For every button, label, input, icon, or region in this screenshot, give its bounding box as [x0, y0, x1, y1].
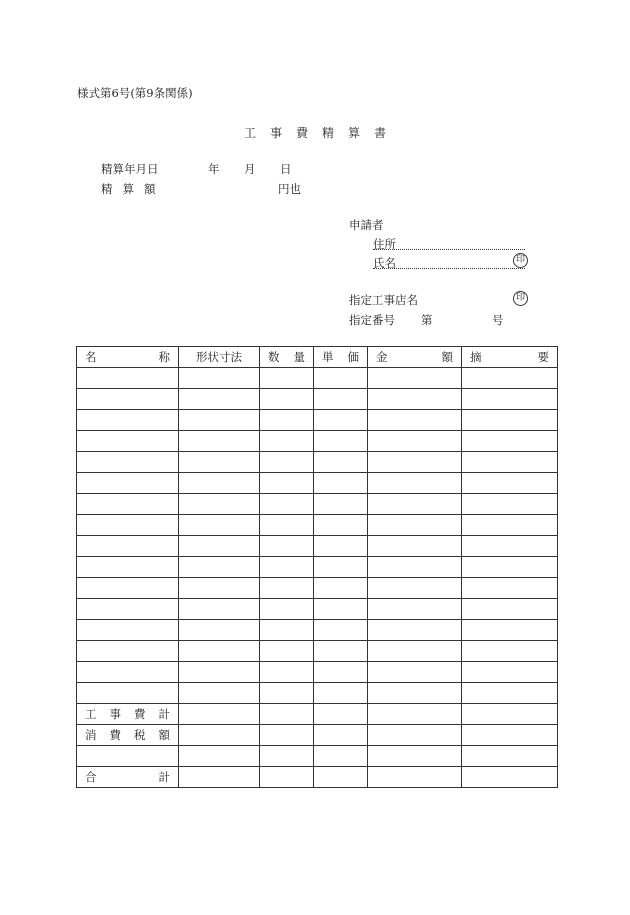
header-shape-size: 形状寸法: [179, 347, 260, 368]
table-cell[interactable]: [260, 746, 314, 767]
table-footer-row: [77, 725, 558, 746]
month-label: 月: [244, 162, 256, 176]
table-cell[interactable]: [77, 620, 179, 641]
table-row: [77, 557, 558, 578]
amount-unit: 円也: [278, 182, 301, 196]
table-cell[interactable]: [260, 683, 314, 704]
table-row: [77, 515, 558, 536]
table-cell[interactable]: [260, 431, 314, 452]
table-cell[interactable]: [77, 431, 179, 452]
table-cell[interactable]: [77, 410, 179, 431]
table-cell[interactable]: [462, 767, 558, 788]
table-cell[interactable]: [314, 683, 368, 704]
table-cell[interactable]: [179, 557, 260, 578]
table-cell[interactable]: [179, 431, 260, 452]
table-cell[interactable]: [260, 662, 314, 683]
table-cell[interactable]: [260, 704, 314, 725]
table-cell[interactable]: [368, 452, 462, 473]
table-cell[interactable]: [368, 620, 462, 641]
table-cell[interactable]: [179, 641, 260, 662]
settlement-amount-label: 精算額: [101, 182, 166, 196]
table-cell[interactable]: [77, 473, 179, 494]
table-row: [77, 368, 558, 389]
settlement-date-label: 精算年月日: [101, 162, 159, 176]
table-cell[interactable]: [314, 389, 368, 410]
table-cell[interactable]: [462, 746, 558, 767]
table-cell[interactable]: [179, 389, 260, 410]
table-cell[interactable]: [179, 620, 260, 641]
table-cell[interactable]: [260, 389, 314, 410]
table-cell[interactable]: [314, 557, 368, 578]
table-cell[interactable]: [77, 368, 179, 389]
table-cell[interactable]: [260, 599, 314, 620]
table-cell[interactable]: [314, 746, 368, 767]
table-cell[interactable]: [462, 725, 558, 746]
table-cell[interactable]: [368, 368, 462, 389]
table-cell[interactable]: [462, 620, 558, 641]
table-cell[interactable]: [462, 431, 558, 452]
table-cell[interactable]: [314, 452, 368, 473]
table-cell[interactable]: [179, 494, 260, 515]
table-cell[interactable]: [368, 473, 462, 494]
name-label: 氏名: [373, 256, 396, 270]
table-cell[interactable]: [368, 515, 462, 536]
table-row: [77, 599, 558, 620]
table-cell[interactable]: [462, 557, 558, 578]
table-cell[interactable]: [462, 515, 558, 536]
table-cell[interactable]: [314, 410, 368, 431]
footer-label-cell: 工 事 費 計: [77, 704, 179, 725]
table-cell[interactable]: [260, 767, 314, 788]
table-cell[interactable]: [368, 410, 462, 431]
table-cell[interactable]: [179, 599, 260, 620]
table-cell[interactable]: [179, 515, 260, 536]
table-cell[interactable]: [368, 389, 462, 410]
table-footer-row: [77, 767, 558, 788]
table-cell[interactable]: [314, 767, 368, 788]
table-cell[interactable]: [260, 410, 314, 431]
table-cell[interactable]: [77, 389, 179, 410]
table-cell[interactable]: [462, 641, 558, 662]
table-cell[interactable]: [314, 536, 368, 557]
table-cell[interactable]: [314, 515, 368, 536]
year-label: 年: [208, 162, 220, 176]
table-row: [77, 473, 558, 494]
table-cell[interactable]: [179, 662, 260, 683]
table-cell[interactable]: [77, 515, 179, 536]
table-cell[interactable]: [314, 641, 368, 662]
header-quantity: 数 量: [260, 347, 314, 368]
document-title: 工事費精算書: [243, 126, 400, 140]
table-row: [77, 620, 558, 641]
table-row: [77, 662, 558, 683]
table-cell[interactable]: [77, 662, 179, 683]
footer-label-cell: 合 計: [77, 767, 179, 788]
table-cell[interactable]: [368, 746, 462, 767]
table-cell[interactable]: [77, 494, 179, 515]
table-row: [77, 641, 558, 662]
table-cell[interactable]: [368, 578, 462, 599]
table-cell[interactable]: [179, 746, 260, 767]
day-label: 日: [280, 162, 292, 176]
table-cell[interactable]: [368, 599, 462, 620]
items-table: [76, 346, 558, 788]
table-cell[interactable]: [462, 473, 558, 494]
table-cell[interactable]: [179, 368, 260, 389]
table-row: [77, 494, 558, 515]
applicant-heading: 申請者: [349, 218, 384, 232]
table-cell[interactable]: [368, 662, 462, 683]
table-cell[interactable]: [77, 683, 179, 704]
table-cell[interactable]: [314, 662, 368, 683]
table-cell[interactable]: [179, 536, 260, 557]
table-cell[interactable]: [260, 494, 314, 515]
contractor-store-label: 指定工事店名: [349, 293, 418, 307]
table-cell[interactable]: [368, 767, 462, 788]
header-unit-price: 単 価: [314, 347, 368, 368]
name-line: [373, 268, 525, 269]
table-cell[interactable]: [314, 704, 368, 725]
table-cell[interactable]: [260, 536, 314, 557]
table-cell[interactable]: [179, 410, 260, 431]
table-cell[interactable]: [368, 494, 462, 515]
table-cell[interactable]: [260, 578, 314, 599]
table-cell[interactable]: [368, 641, 462, 662]
table-cell[interactable]: [77, 578, 179, 599]
table-cell[interactable]: [368, 536, 462, 557]
contractor-number-suffix: 号: [492, 313, 504, 327]
table-row: [77, 452, 558, 473]
table-cell[interactable]: [77, 599, 179, 620]
table-cell[interactable]: [368, 704, 462, 725]
contractor-number-label: 指定番号: [349, 313, 395, 327]
table-cell[interactable]: [77, 452, 179, 473]
table-cell[interactable]: [77, 641, 179, 662]
table-cell[interactable]: [462, 683, 558, 704]
table-row: [77, 389, 558, 410]
table-cell[interactable]: [179, 725, 260, 746]
table-cell[interactable]: [368, 683, 462, 704]
table-body: [77, 368, 558, 788]
address-line: [373, 249, 525, 250]
table-cell[interactable]: [462, 410, 558, 431]
table-cell[interactable]: [179, 767, 260, 788]
table-cell[interactable]: [462, 368, 558, 389]
table-cell[interactable]: [179, 704, 260, 725]
table-footer-row: [77, 746, 558, 767]
table-cell[interactable]: [368, 557, 462, 578]
table-cell[interactable]: [368, 431, 462, 452]
table-cell[interactable]: [179, 683, 260, 704]
footer-label-cell: 消 費 税 額: [77, 725, 179, 746]
table-cell[interactable]: [314, 599, 368, 620]
table-cell[interactable]: [314, 620, 368, 641]
header-amount: 金 額: [368, 347, 462, 368]
table-cell[interactable]: [260, 620, 314, 641]
table-cell[interactable]: [260, 557, 314, 578]
table-header-row: [77, 347, 558, 368]
table-cell[interactable]: [314, 725, 368, 746]
table-cell[interactable]: [77, 557, 179, 578]
table-row: [77, 536, 558, 557]
table-cell[interactable]: [462, 704, 558, 725]
table-cell[interactable]: [462, 452, 558, 473]
table-cell[interactable]: [462, 662, 558, 683]
header-name: 名 称: [77, 347, 179, 368]
table-row: [77, 410, 558, 431]
table-cell[interactable]: [314, 578, 368, 599]
table-cell[interactable]: [462, 599, 558, 620]
table-cell[interactable]: [462, 494, 558, 515]
table-cell[interactable]: [179, 473, 260, 494]
table-cell[interactable]: [260, 725, 314, 746]
contractor-number-prefix: 第: [421, 313, 433, 327]
table-row: [77, 578, 558, 599]
table-cell[interactable]: [314, 431, 368, 452]
table-cell[interactable]: [179, 452, 260, 473]
footer-label-cell: [77, 746, 179, 767]
table-cell[interactable]: [260, 641, 314, 662]
table-cell[interactable]: [314, 473, 368, 494]
address-label: 住所: [373, 237, 396, 251]
table-cell[interactable]: [462, 536, 558, 557]
table-cell[interactable]: [179, 578, 260, 599]
table-cell[interactable]: [462, 389, 558, 410]
applicant-seal-icon: 印: [513, 253, 528, 268]
table-cell[interactable]: [314, 494, 368, 515]
table-cell[interactable]: [260, 452, 314, 473]
table-cell[interactable]: [260, 515, 314, 536]
table-cell[interactable]: [462, 578, 558, 599]
table-cell[interactable]: [368, 725, 462, 746]
contractor-seal-icon: 印: [513, 291, 528, 306]
table-cell[interactable]: [260, 473, 314, 494]
table-row: [77, 431, 558, 452]
header-remarks: 摘 要: [462, 347, 558, 368]
table-cell[interactable]: [314, 368, 368, 389]
table-row: [77, 683, 558, 704]
form-id: 様式第6号(第9条関係): [77, 86, 193, 100]
table-footer-row: [77, 704, 558, 725]
table-cell[interactable]: [77, 536, 179, 557]
table-cell[interactable]: [260, 368, 314, 389]
